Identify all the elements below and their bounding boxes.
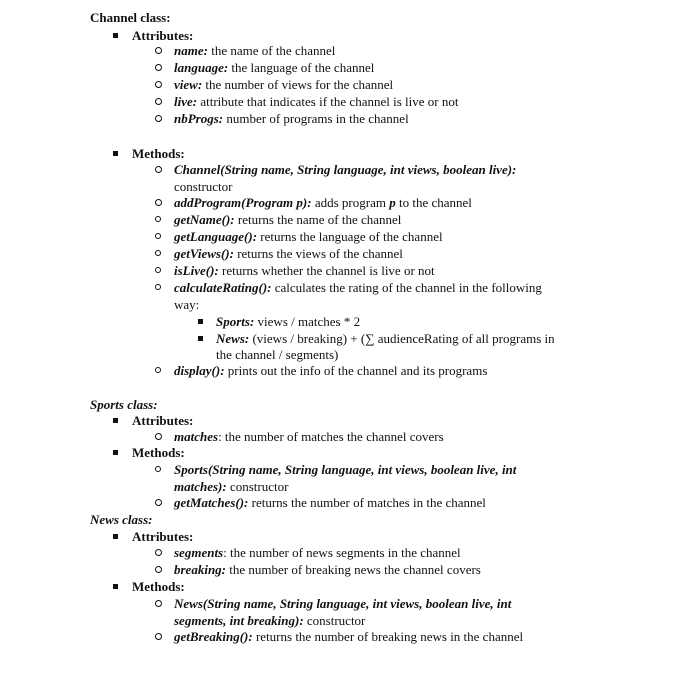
channel-method-islive: isLive(): returns whether the channel is live or not <box>155 262 435 279</box>
circle-bullet-icon <box>155 284 161 290</box>
square-bullet-icon <box>113 584 118 589</box>
news-methods-heading: Methods: <box>113 578 185 595</box>
sports-method-constructor-cont: matches): constructor <box>174 479 289 494</box>
circle-bullet-icon <box>155 633 162 640</box>
channel-method-getviews: getViews(): returns the views of the channel <box>155 245 403 262</box>
sports-attributes-heading: Attributes: <box>113 412 193 429</box>
channel-method-getlanguage: getLanguage(): returns the language of the channel <box>155 228 443 245</box>
circle-bullet-icon <box>155 166 162 173</box>
square-bullet-icon <box>198 319 203 324</box>
circle-bullet-icon <box>155 466 161 472</box>
sports-method-getmatches: getMatches(): returns the number of matches in the channel <box>155 494 486 511</box>
news-method-getbreaking: getBreaking(): returns the number of breaking news in the channel <box>155 628 523 645</box>
news-method-constructor: News(String name, String language, int views, boolean live, int <box>155 595 511 612</box>
channel-method-calculaterating: calculateRating(): calculates the rating of the channel in the following <box>155 279 542 296</box>
circle-bullet-icon <box>155 600 162 607</box>
channel-attr-name: name: the name of the channel <box>155 42 335 59</box>
circle-bullet-icon <box>155 549 162 556</box>
channel-class-title: Channel class: <box>90 10 171 25</box>
circle-bullet-icon <box>155 433 162 440</box>
channel-attr-nbprogs: nbProgs: number of programs in the channel <box>155 110 409 127</box>
circle-bullet-icon <box>155 250 161 256</box>
channel-attr-live: live: attribute that indicates if the channel is live or not <box>155 93 458 110</box>
channel-method-addprogram: addProgram(Program p): adds program p to the channel <box>155 194 472 211</box>
rating-sports: Sports: views / matches * 2 <box>198 313 360 330</box>
sports-attr-matches: matches: the number of matches the channel covers <box>155 428 444 445</box>
circle-bullet-icon <box>155 216 161 222</box>
sports-class-title: Sports class: <box>90 397 158 412</box>
methods-label: Methods: <box>132 146 185 161</box>
attributes-label: Attributes: <box>132 28 194 43</box>
channel-attr-view: view: the number of views for the channel <box>155 76 393 93</box>
channel-method-constructor-cont: constructor <box>174 179 233 194</box>
circle-bullet-icon <box>155 64 162 71</box>
channel-method-getname: getName(): returns the name of the channel <box>155 211 401 228</box>
square-bullet-icon <box>113 151 118 156</box>
channel-method-display: display(): prints out the info of the channel and its programs <box>155 362 487 379</box>
rating-news: News: (views / breaking) + (∑ audienceRating of all programs in <box>198 330 555 347</box>
channel-methods-heading <box>113 145 185 162</box>
circle-bullet-icon <box>155 98 162 105</box>
sports-methods-heading: Methods: <box>113 444 185 461</box>
circle-bullet-icon <box>155 199 162 206</box>
square-bullet-icon <box>198 336 203 341</box>
circle-bullet-icon <box>155 115 162 122</box>
square-bullet-icon <box>113 534 118 539</box>
square-bullet-icon <box>113 418 118 423</box>
square-bullet-icon <box>113 450 118 455</box>
rating-news-cont: the channel / segments) <box>216 347 339 362</box>
channel-method-constructor: Channel(String name, String language, int views, boolean live): <box>155 161 516 178</box>
news-attr-segments: segments: the number of news segments in the channel <box>155 544 461 561</box>
news-attr-breaking: breaking: the number of breaking news the channel covers <box>155 561 481 578</box>
channel-method-calculaterating-cont: way: <box>174 297 200 312</box>
circle-bullet-icon <box>155 47 162 54</box>
circle-bullet-icon <box>155 81 162 88</box>
circle-bullet-icon <box>155 267 161 273</box>
circle-bullet-icon <box>155 233 161 239</box>
circle-bullet-icon <box>155 367 161 373</box>
news-attributes-heading: Attributes: <box>113 528 193 545</box>
news-class-title: News class: <box>90 512 153 527</box>
square-bullet-icon <box>113 33 118 38</box>
channel-attr-language: language: the language of the channel <box>155 59 374 76</box>
sports-method-constructor: Sports(String name, String language, int views, boolean live, int <box>155 461 516 478</box>
circle-bullet-icon <box>155 499 162 506</box>
news-method-constructor-cont: segments, int breaking): constructor <box>174 613 366 628</box>
circle-bullet-icon <box>155 566 162 573</box>
